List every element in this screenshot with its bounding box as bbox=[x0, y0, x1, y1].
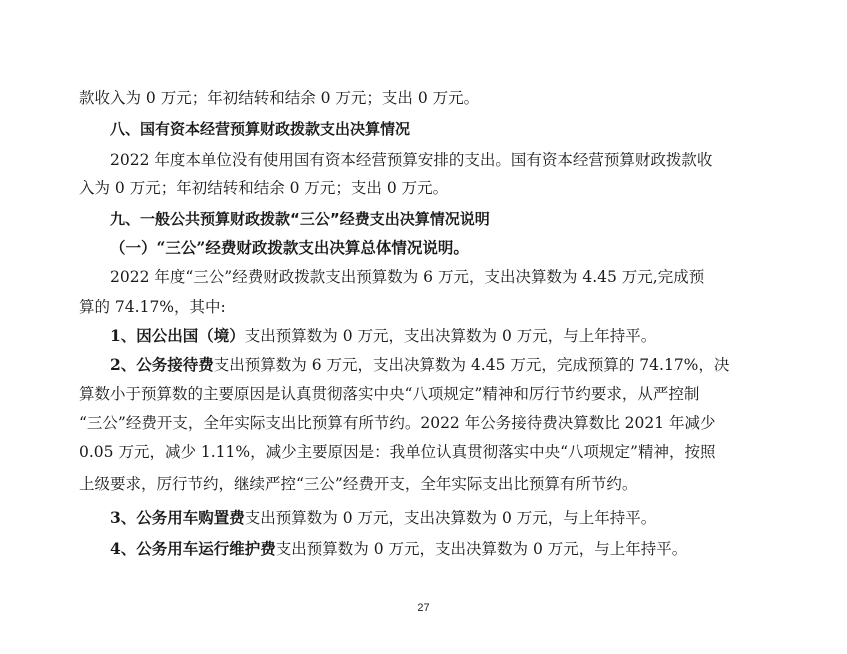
page-number: 27 bbox=[417, 602, 430, 614]
body-text-line: 上级要求，厉行节约，继续严控“三公”经费开支，全年实际支出比预算有所节约。 bbox=[79, 475, 638, 493]
list-item-3-label: 3、公务用车购置费 bbox=[110, 508, 245, 527]
list-item-4-text: 支出预算数为 0 万元，支出决算数为 0 万元，与上年持平。 bbox=[275, 540, 688, 558]
list-item-3-text: 支出预算数为 0 万元，支出决算数为 0 万元，与上年持平。 bbox=[244, 509, 657, 527]
list-item-2 bbox=[110, 355, 769, 375]
section-heading-8: 八、国有资本经营预算财政拨款支出决算情况 bbox=[110, 120, 411, 138]
list-item-4 bbox=[110, 539, 769, 559]
list-item-1-label: 1、因公出国（境） bbox=[110, 326, 245, 345]
body-text-line: 算的 74.17%，其中: bbox=[79, 298, 226, 316]
list-item-2-text: 支出预算数为 6 万元，支出决算数为 4.45 万元，完成预算的 74.17%，决 bbox=[213, 356, 730, 374]
body-text-line: 2022 年度“三公”经费财政拨款支出预算数为 6 万元，支出决算数为 4.45 万元,完成预 bbox=[110, 268, 705, 286]
body-text-line: 0.05 万元，减少 1.11%，减少主要原因是：我单位认真贯彻落实中央“八项规定”精神，按照 bbox=[79, 443, 716, 461]
body-text-line: 入为 0 万元；年初结转和结余 0 万元；支出 0 万元。 bbox=[79, 179, 449, 197]
list-item-1-text: 支出预算数为 0 万元，支出决算数为 0 万元，与上年持平。 bbox=[244, 327, 657, 345]
list-item-1 bbox=[110, 326, 769, 346]
list-item-3 bbox=[110, 508, 769, 528]
body-text-line: 款收入为 0 万元；年初结转和结余 0 万元；支出 0 万元。 bbox=[79, 89, 480, 107]
subsection-heading-1: （一）“三公”经费财政拨款支出决算总体情况说明。 bbox=[110, 238, 469, 257]
section-heading-9: 九、一般公共预算财政拨款“三公”经费支出决算情况说明 bbox=[110, 210, 490, 228]
body-text-line: 算数小于预算数的主要原因是认真贯彻落实中央“八项规定”精神和厉行节约要求，从严控制 bbox=[79, 385, 700, 403]
list-item-4-label: 4、公务用车运行维护费 bbox=[110, 539, 276, 558]
body-text-line: 2022 年度本单位没有使用国有资本经营预算安排的支出。国有资本经营预算财政拨款收 bbox=[110, 151, 713, 169]
body-text-line: “三公”经费开支，全年实际支出比预算有所节约。2022 年公务接待费决算数比 2021 年减少 bbox=[79, 414, 716, 432]
list-item-2-label: 2、公务接待费 bbox=[110, 355, 214, 374]
